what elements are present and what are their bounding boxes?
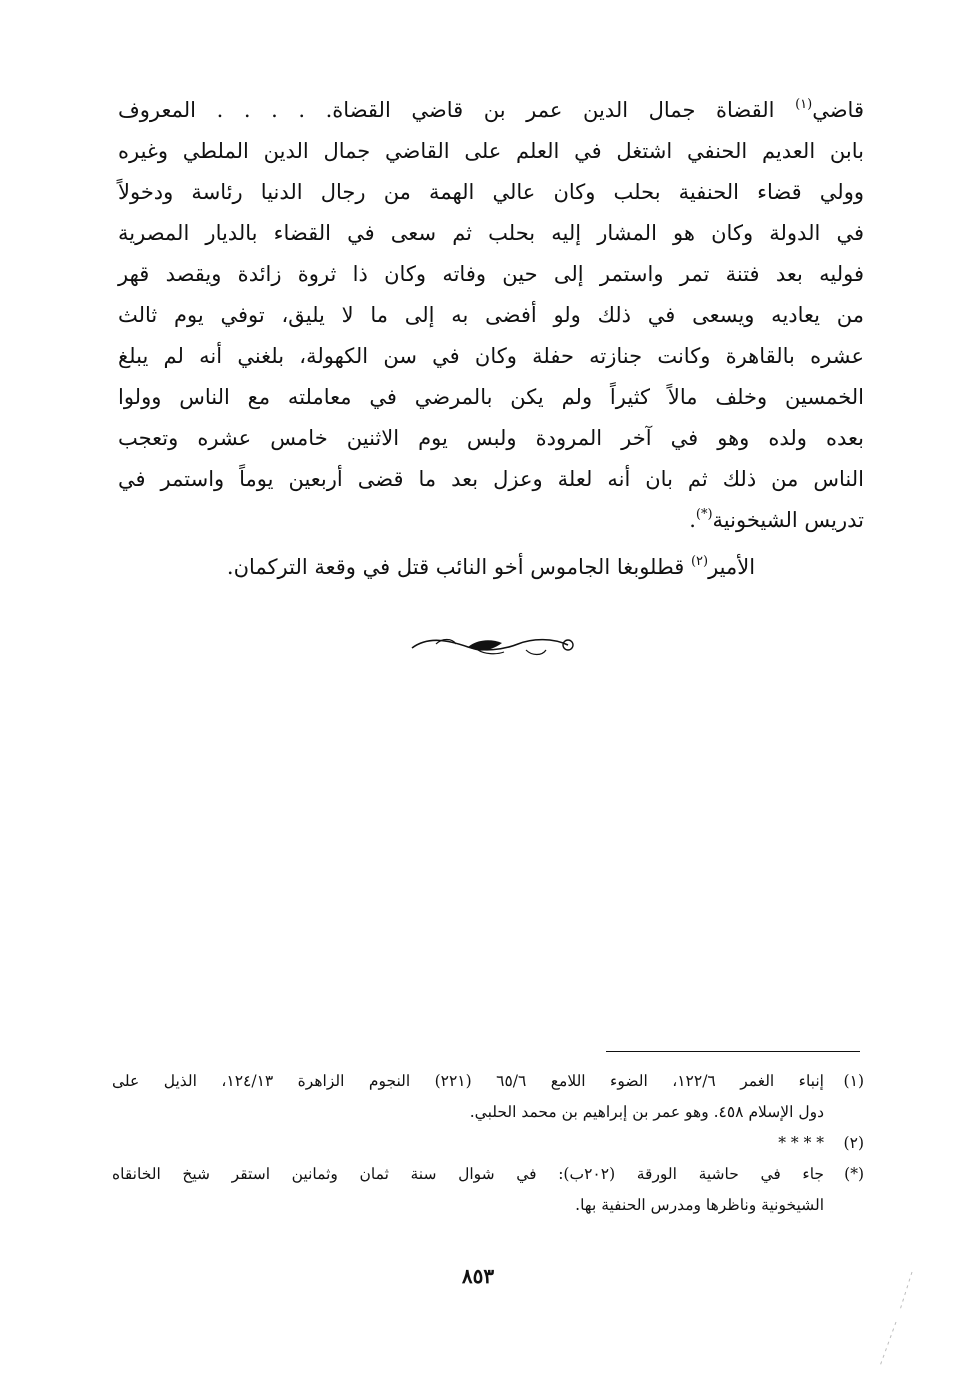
text-line-6: من يعاديه ويسعى في ذلك ولو أفضى به إلى ما لا يليق، توفي يوم ثالث [118,303,864,327]
footnote-ref: (٢) [690,554,709,569]
footnote-text [112,1066,824,1128]
text-line-4: في الدولة وكان هو المشار إليه بحلب ثم سعى في القضاء بالديار المصرية [118,221,864,245]
emir-entry [118,547,864,588]
text-fragment: القضاة جمال الدين عمر بن قاضي القضاة. . . . . المعروف [118,98,796,122]
footnote-line: جاء في حاشية الورقة (٢٠٢ب): في شوال سنة ثمان وثمانين استقر شيخ الخانقاه [112,1165,824,1183]
text-line-5: فوليه بعد فتنة تمر واستمر إلى حين وفاته وكان ذا ثروة زائدة ويقصد قهر [118,262,864,286]
footnote-line: دول الإسلام ٤٥٨. وهو عمر بن إبراهيم بن محمد الحلبي. [469,1103,824,1121]
footnote-2 [112,1128,864,1159]
text-fragment: قطلوبغا الجاموس أخو النائب قتل في وقعة التركمان. [226,555,691,579]
footnote-text [112,1159,824,1221]
text-fragment: تدريس الشيخونية [712,508,864,532]
footnote-ref: (*) [695,507,713,522]
footnote-3 [112,1159,864,1221]
page-number: ٨٥٣ [461,1264,495,1288]
text-line-9: بعده ولده وهو في آخر المرودة ولبس يوم الاثنين خامس عشره وتعجب [118,426,864,450]
footnote-line: الشيخونية وناظرها ومدرس الحنفية بها. [575,1196,824,1214]
text-line-2: بابن العديم الحنفي اشتغل في العلم على القاضي جمال الدين الملطي وغيره [118,139,864,163]
section-ornament [408,628,578,664]
text-word: الأمير [708,555,756,579]
footnote-divider [606,1051,860,1052]
main-text-block [118,90,864,588]
footnote-mark: (*) [844,1165,864,1183]
footnote-mark: (١) [843,1072,864,1090]
scan-mark [860,1270,920,1370]
text-line-3: وولي قضاء الحنفية بحلب وكان عالي الهمة من رجال الدنيا رئاسة ودخولاً [118,180,864,204]
text-fragment: . [689,508,696,532]
text-line-10: الناس من ذلك ثم بان أنه لعلة وعزل بعد ما قضى أربعين يوماً واستمر في [118,467,864,491]
footnote-line: إنباء الغمر ١٢٢/٦، الضوء اللامع ٦٥/٦ (٢٢١) النجوم الزاهرة ١٢٤/١٣، الذيل على [112,1072,824,1090]
footnotes-section [112,1066,864,1221]
text-line-7: عشره بالقاهرة وكانت جنازته حفلة وكان في سن الكهولة، بلغني أنه لم يبلغ [118,344,864,368]
text-line-11 [118,500,864,541]
footnote-ref: (١) [795,97,813,112]
text-word: قاضي [812,98,864,122]
text-line-8: الخمسين وخلف مالاً كثيراً ولم يكن بالمرضي في معاملته مع الناس وولوا [118,385,864,409]
footnote-1 [112,1066,864,1128]
footnote-text [112,1128,824,1159]
footnote-line: * * * * [778,1134,824,1152]
footnote-mark: (٢) [843,1134,864,1152]
text-line-1 [118,90,864,131]
